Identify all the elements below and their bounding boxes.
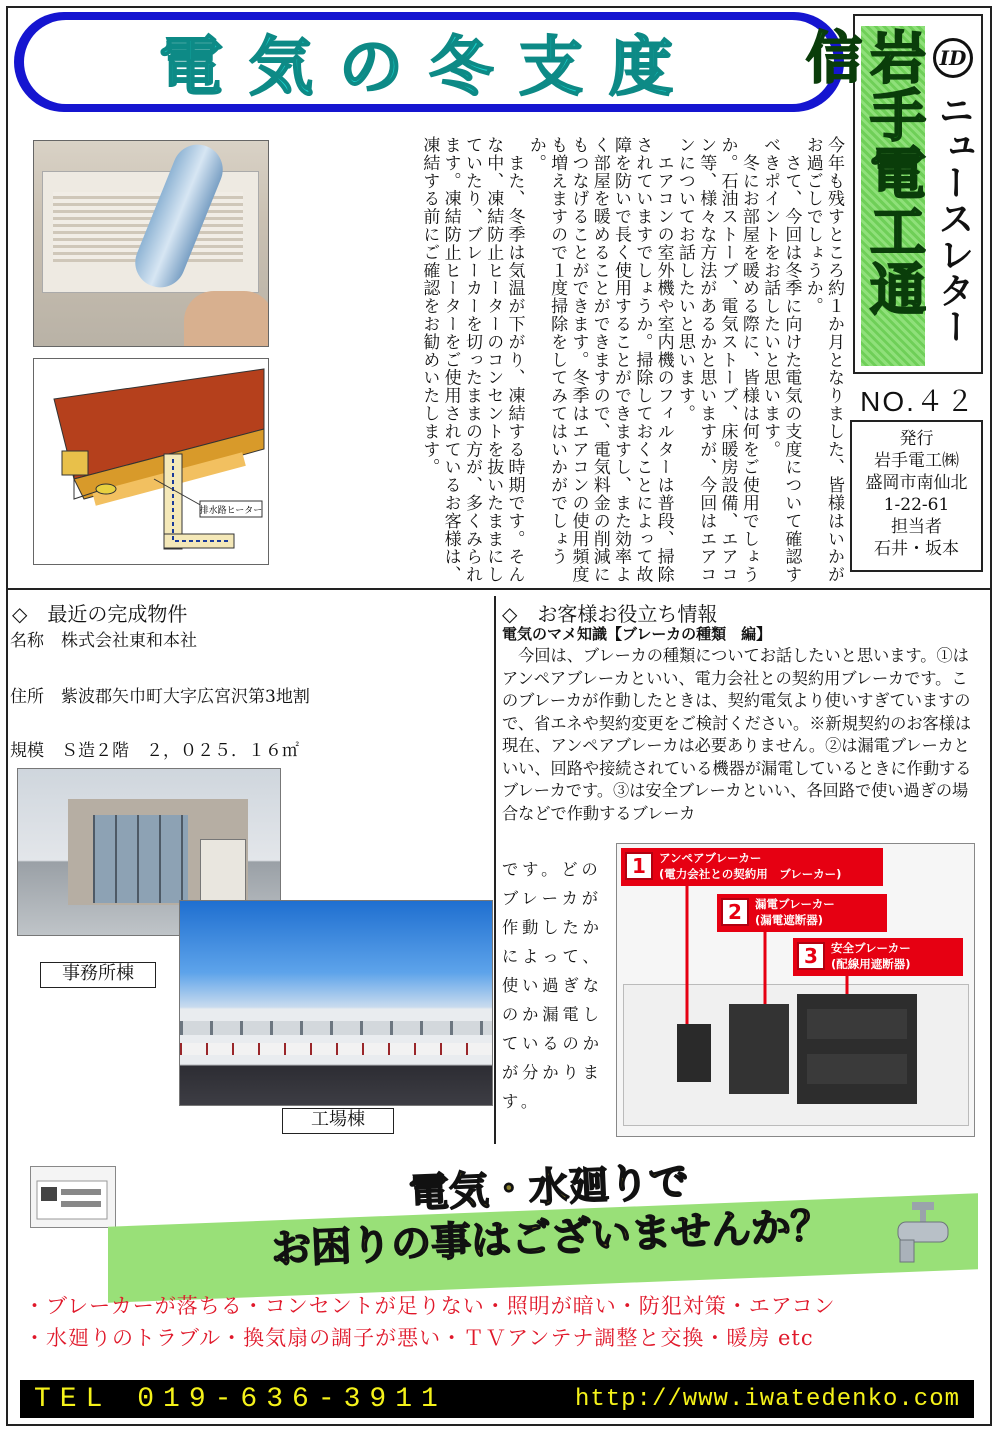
title-banner <box>14 12 844 112</box>
services-line-2: ・水廻りのトラブル・換気扇の調子が悪い・ＴＶアンテナ調整と交換・暖房 etc <box>24 1326 814 1350</box>
drain-heater-diagram <box>33 358 269 565</box>
publisher-address-1: 盛岡市南仙北 <box>865 473 968 493</box>
newsletter-subtitle: ニュースレター <box>933 92 974 344</box>
project-scale: 規模 Ｓ造２階 ２，０２５．１６㎡ <box>10 741 299 761</box>
services-line-1: ・ブレーカーが落ちる・コンセントが足りない・照明が暗い・防犯対策・エアコン <box>24 1294 836 1318</box>
footer-contact-bar <box>20 1380 974 1418</box>
project-address: 住所 紫波郡矢巾町大字広宮沢第3地割 <box>10 687 310 707</box>
company-logo-icon: ID <box>933 38 973 78</box>
breaker-number-3: 3 <box>797 942 825 970</box>
aircon-cleaning-photo <box>33 140 269 347</box>
issue-number: NO.４２ <box>860 386 976 417</box>
completed-heading: ◇ 最近の完成物件 <box>12 602 188 626</box>
info-paragraph: 今回は、ブレーカの種類についてお話したいと思います。①はアンペアブレーカといい、電力会社との契約用ブレーカです。このブレーカが作動したときは、契約電気より使いすぎていますので、省エネや契約変更をご検討ください。※新規契約のお客様は現在、アンペアブレーカは必要ありません。②は漏電ブレーカといい、回路や接続されている機器が漏電しているときに作動するブレーカです。③は安全ブレーカといい、各回路で使い過ぎの場合などで作動するブレーカ <box>502 646 972 823</box>
newsletter-name: 岩手電工通信 <box>797 28 926 318</box>
breaker-label-2: 2 漏電ブレーカー (漏電遮断器) <box>717 894 887 932</box>
publisher-company: 岩手電工㈱ <box>874 451 959 471</box>
info-body <box>502 645 982 825</box>
breaker-label-3: 3 安全ブレーカー (配線用遮断器) <box>793 938 963 976</box>
publisher-contact-names: 石井・坂本 <box>874 539 959 559</box>
project-name: 名称 株式会社東和本社 <box>10 631 197 651</box>
breaker-label-1: 1 アンペアブレーカー (電力会社との契約用 ブレーカー) <box>621 848 883 886</box>
factory-building-photo <box>179 900 493 1106</box>
breaker-number-1: 1 <box>625 852 653 880</box>
factory-caption: 工場棟 <box>282 1108 394 1134</box>
info-subheading: 電気のマメ知識【ブレーカの種類 編】 <box>502 625 772 643</box>
office-caption: 事務所棟 <box>40 962 156 988</box>
faucet-icon <box>892 1200 954 1270</box>
publisher-label: 発行 <box>899 429 934 449</box>
column-divider <box>494 596 496 1144</box>
drain-heater-label: 排水路ヒーター <box>199 506 263 516</box>
masthead <box>797 14 983 374</box>
info-heading: ◇ お客様お役立ち情報 <box>502 602 718 626</box>
banner-line-2: お困りの事はございませんか？ <box>270 1202 832 1274</box>
section-divider <box>8 588 992 590</box>
article-body: 今年も残すところ約１か月となりました、皆様はいかがお過ごしでしょうか。 さて、今回は冬季に向けた電気の支度について確認すべきポイントをお話したいと思います。 冬にお部屋を暖める際に、皆様は何をご使用でしょうか。石油ストーブ、電気ストーブ、床暖房設備、エアコン等、様々な方法があるかと思いますが、今回はエアコンについてお話したいと思います。 エアコンの室外機や室内機のフィルターは普段、掃除されていますでしょうか。掃除しておくことによって故障を防いで長く使用することができますし、また効率よく部屋を暖めることができますので、電気料金の削減にもつなげることができます。冬季はエアコンの使用頻度も増えますので１度掃除をしてみてはいかがでしょうか。 また、冬季は気温が下がり、凍結する時期です。そんな中、凍結防止ヒーターのコンセントを抜いたままにしていたり、ブレーカーを切ったままの方が、多くみられます。凍結防止ヒーターをご使用されているお客様は、凍結する前にご確認をお勧めいたします。 <box>419 136 844 584</box>
website-link[interactable]: http://www.iwatedenko.com <box>574 1385 960 1413</box>
banner-line-1: 電気・水廻りで <box>408 1158 690 1218</box>
publisher-box <box>850 420 983 572</box>
publisher-contact-label: 担当者 <box>891 517 942 537</box>
page-title: 電気の冬支度 <box>159 31 699 105</box>
phone-number: TEL 019-636-3911 <box>34 1383 447 1415</box>
breaker-panel-photo <box>616 843 975 1137</box>
publisher-address-2: 1-22-61 <box>883 495 950 515</box>
info-narrow-text: です。どのブレーカが作動したかによって、使い過ぎなのか漏電しているのかが分かります。 <box>502 860 603 1111</box>
breaker-box-illustration <box>30 1166 116 1228</box>
breaker-number-2: 2 <box>721 898 749 926</box>
